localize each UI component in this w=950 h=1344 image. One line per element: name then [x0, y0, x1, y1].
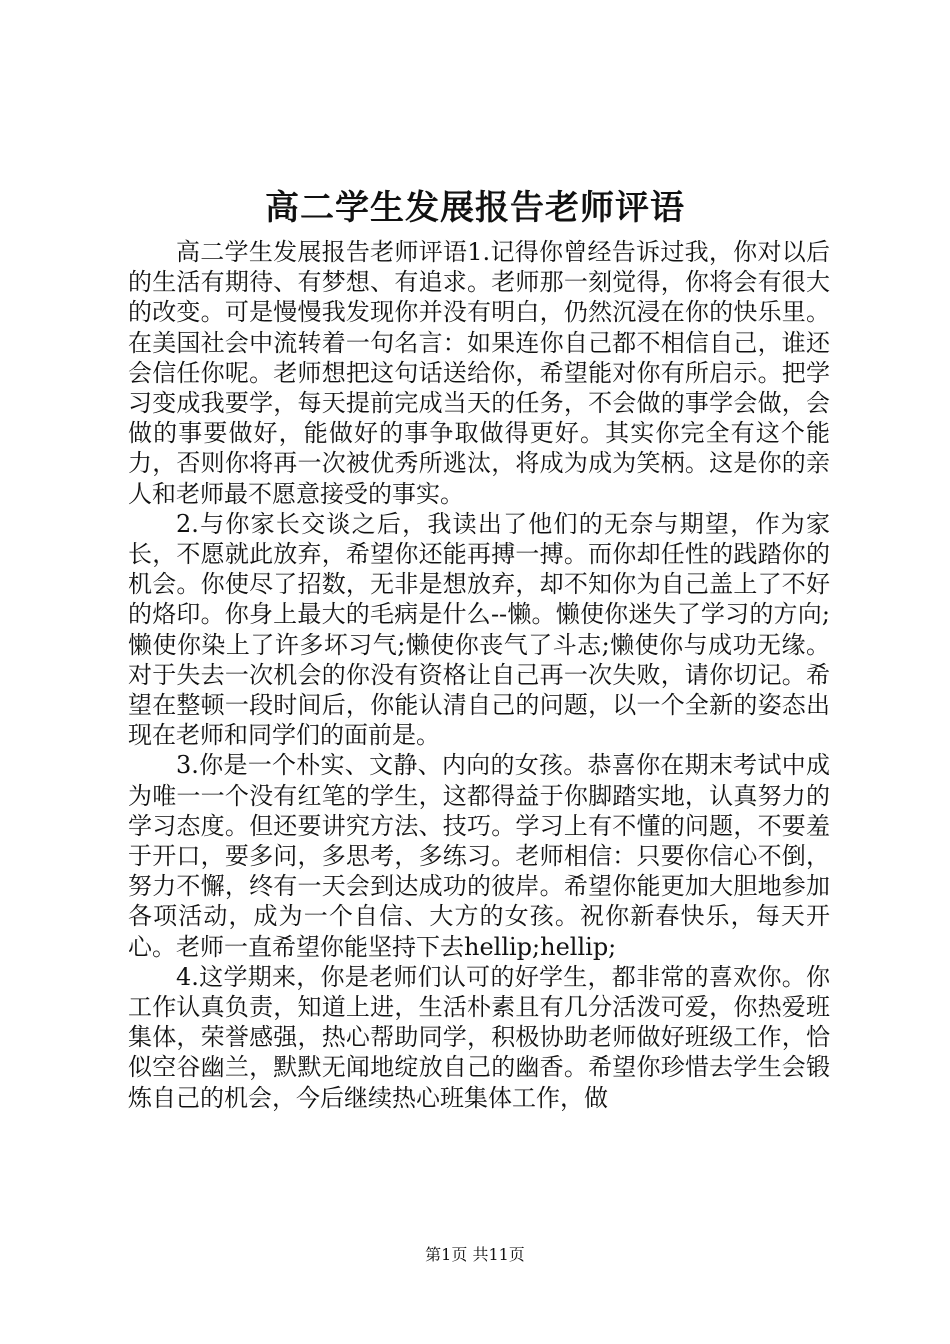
document-body	[128, 237, 830, 1113]
paragraph-3: 3.你是一个朴实、文静、内向的女孩。恭喜你在期末考试中成为唯一一个没有红笔的学生，这都得益于你脚踏实地，认真努力的学习态度。但还要讲究方法、技巧。学习上有不懂的问题，不要羞于开口，要多问，多思考，多练习。老师相信：只要你信心不倒，努力不懈，终有一天会到达成功的彼岸。希望你能更加大胆地参加各项活动，成为一个自信、大方的女孩。祝你新春快乐，每天开心。老师一直希望你能坚持下去hellip;hellip;	[128, 751, 830, 961]
document-title: 高二学生发展报告老师评语	[265, 188, 685, 228]
paragraph-2: 2.与你家长交谈之后，我读出了他们的无奈与期望，作为家长，不愿就此放弃，希望你还能再搏一搏。而你却任性的践踏你的机会。你使尽了招数，无非是想放弃，却不知你为自己盖上了不好的烙印。你身上最大的毛病是什么--懒。懒使你迷失了学习的方向;懒使你染上了许多坏习气;懒使你丧气了斗志;懒使你与成功无缘。对于失去一次机会的你没有资格让自己再一次失败，请你切记。希望在整顿一段时间后，你能认清自己的问题，以一个全新的姿态出现在老师和同学们的面前是。	[128, 509, 830, 750]
page-number-footer: 第1页 共11页	[425, 1245, 525, 1264]
paragraph-1: 高二学生发展报告老师评语1.记得你曾经告诉过我，你对以后的生活有期待、有梦想、有追求。老师那一刻觉得，你将会有很大的改变。可是慢慢我发现你并没有明白，仍然沉浸在你的快乐里。在美国社会中流转着一句名言：如果连你自己都不相信自己，谁还会信任你呢。老师想把这句话送给你，希望能对你有所启示。把学习变成我要学，每天提前完成当天的任务，不会做的事学会做，会做的事要做好，能做好的事争取做得更好。其实你完全有这个能力，否则你将再一次被优秀所逃汰，将成为成为笑柄。这是你的亲人和老师最不愿意接受的事实。	[128, 238, 830, 508]
paragraph-4: 4.这学期来，你是老师们认可的好学生，都非常的喜欢你。你工作认真负责，知道上进，生活朴素且有几分活泼可爱，你热爱班集体，荣誉感强，热心帮助同学，积极协助老师做好班级工作，恰似空谷幽兰，默默无闻地绽放自己的幽香。希望你珍惜去学生会锻炼自己的机会，今后继续热心班集体工作，做	[128, 962, 830, 1112]
